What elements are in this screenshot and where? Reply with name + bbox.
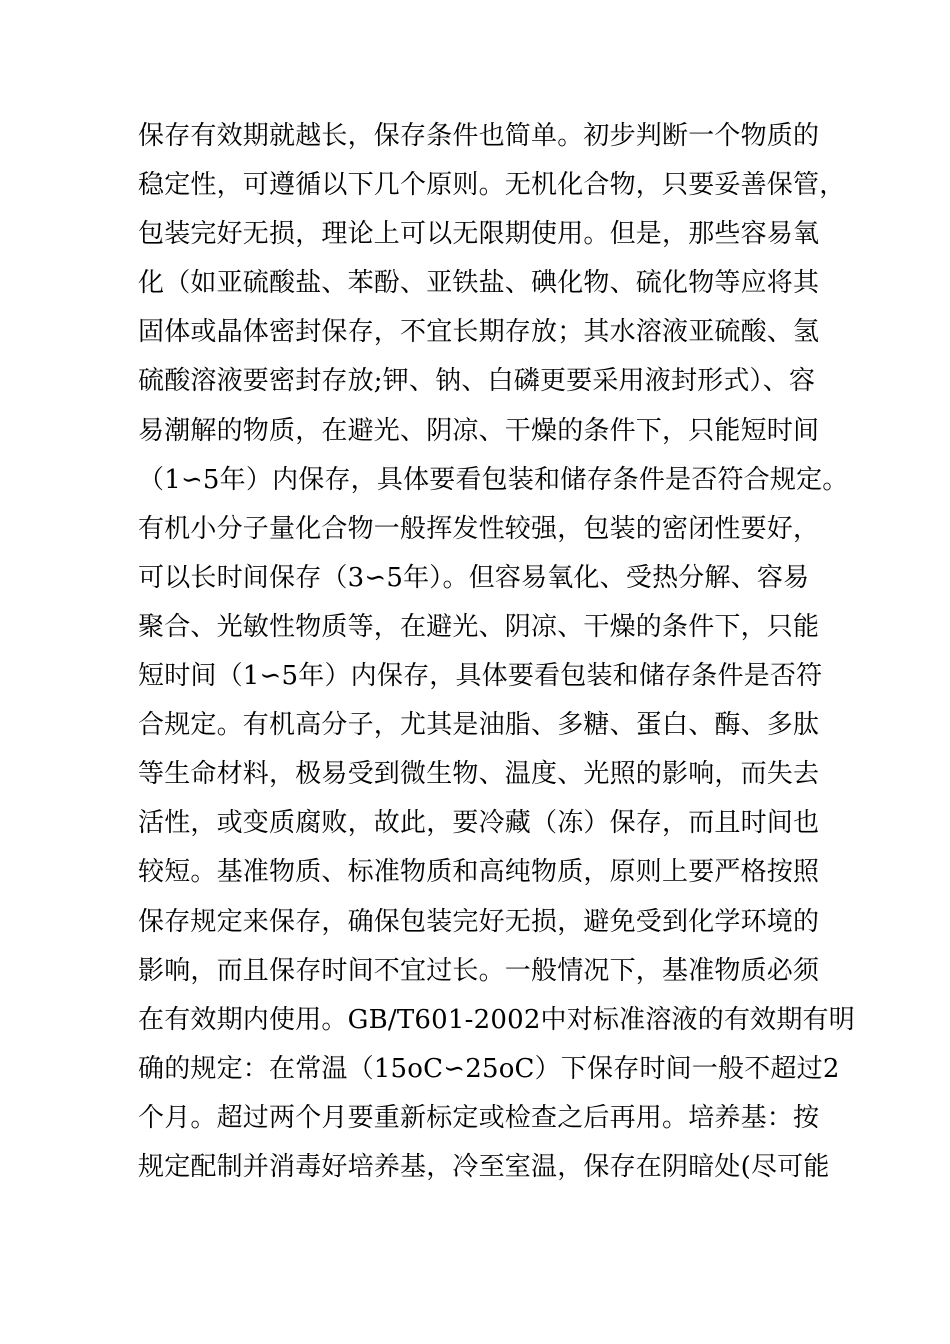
text-line: 影响，而且保存时间不宜过长。一般情况下，基准物质必须 — [138, 955, 820, 986]
text-line: 包装完好无损，理论上可以无限期使用。但是，那些容易氧 — [138, 219, 820, 250]
text-line: 有机小分子量化合物一般挥发性较强，包装的密闭性要好， — [138, 513, 820, 544]
body-text — [138, 112, 855, 1192]
text-line: 固体或晶体密封保存，不宜长期存放；其水溶液亚硫酸、氢 — [138, 317, 820, 348]
text-line: 稳定性，可遵循以下几个原则。无机化合物，只要妥善保管， — [138, 170, 846, 201]
text-line: 合规定。有机高分子，尤其是油脂、多糖、蛋白、酶、多肽 — [138, 710, 820, 741]
text-line: （1∽5年）内保存，具体要看包装和储存条件是否符合规定。 — [138, 464, 849, 495]
text-line: 可以长时间保存（3∽5年）。但容易氧化、受热分解、容易 — [138, 562, 810, 593]
text-line: 等生命材料，极易受到微生物、温度、光照的影响，而失去 — [138, 759, 820, 790]
text-line: 保存规定来保存，确保包装完好无损，避免受到化学环境的 — [138, 906, 820, 937]
text-line: 确的规定：在常温（15oC∽25oC）下保存时间一般不超过2 — [138, 1053, 840, 1084]
text-line: 聚合、光敏性物质等，在避光、阴凉、干燥的条件下，只能 — [138, 611, 820, 642]
text-line: 易潮解的物质，在避光、阴凉、干燥的条件下，只能短时间 — [138, 415, 820, 446]
text-line: 短时间（1∽5年）内保存，具体要看包装和储存条件是否符 — [138, 661, 823, 692]
text-line: 化（如亚硫酸盐、苯酚、亚铁盐、碘化物、硫化物等应将其 — [138, 268, 820, 299]
text-line: 较短。基准物质、标准物质和高纯物质，原则上要严格按照 — [138, 857, 820, 888]
text-line: 在有效期内使用。GB/T601-2002中对标准溶液的有效期有明 — [138, 1004, 855, 1035]
text-line: 规定配制并消毒好培养基，冷至室温，保存在阴暗处(尽可能 — [138, 1151, 830, 1182]
text-line: 活性，或变质腐败，故此，要冷藏（冻）保存，而且时间也 — [138, 808, 820, 839]
text-line: 硫酸溶液要密封存放;钾、钠、白磷更要采用液封形式）、容 — [138, 366, 816, 397]
text-line: 个月。超过两个月要重新标定或检查之后再用。培养基：按 — [138, 1102, 820, 1133]
text-line: 保存有效期就越长，保存条件也简单。初步判断一个物质的 — [138, 121, 820, 151]
